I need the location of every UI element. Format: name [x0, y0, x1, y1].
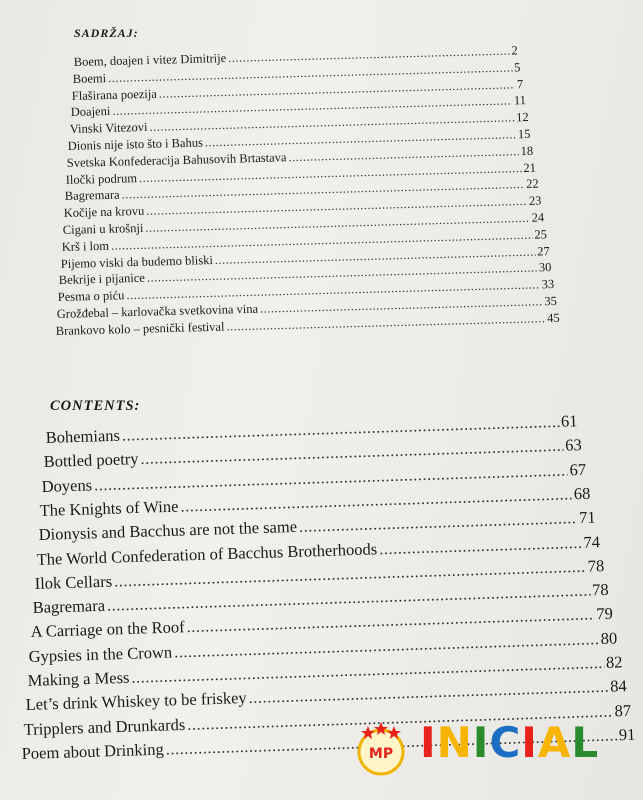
contents-entry-title: Let’s drink Whiskey to be friskey: [25, 688, 247, 715]
sadrzaj-entry-page: 15: [518, 126, 531, 142]
mp-badge-text: MP: [368, 746, 394, 762]
contents-entry-title: Bagremara: [32, 595, 106, 618]
sadrzaj-entry-page: 27: [536, 243, 550, 259]
sadrzaj-entry-title: Grožđebal – karlovačka svetkovina vina: [56, 301, 259, 322]
sadrzaj-entry-page: 33: [541, 277, 555, 292]
sadrzaj-entry-title: Iločki podrum: [65, 170, 138, 187]
sadrzaj-entry-page: 21: [523, 160, 537, 175]
inicial-brand-text: INICIAL: [420, 718, 600, 767]
mp-badge-icon: [354, 722, 408, 776]
sadrzaj-entry-page: 2: [511, 43, 518, 58]
sadrzaj-entry-page: 7: [516, 76, 524, 91]
contents-entry-leader: [379, 532, 582, 558]
contents-entry-leader: [298, 508, 577, 537]
sadrzaj-entry-title: Boemi: [72, 70, 107, 86]
sadrzaj-entry-page: 23: [528, 193, 542, 209]
sadrzaj-entry-title: Bekrije i pijanice: [58, 271, 146, 288]
contents-entry-page: 82: [605, 652, 623, 672]
sadrzaj-entry-page: 11: [513, 93, 526, 108]
contents-entry-title: Dionysis and Bacchus are not the same: [37, 517, 297, 545]
sadrzaj-entry-page: 35: [544, 293, 558, 309]
contents-entry-title: Poem about Drinking: [21, 739, 164, 763]
contents-entry-page: 87: [614, 700, 632, 721]
sadrzaj-entry-title: Pesma o piću: [57, 288, 125, 305]
sadrzaj-entry-page: 45: [546, 310, 560, 325]
sadrzaj-entry-title: Bagremara: [64, 187, 120, 204]
sadrzaj-entry-title: Kočije na krovu: [63, 204, 145, 221]
contents-entry-title: Bohemians: [45, 425, 121, 448]
sadrzaj-entry-title: Cigani u krošnji: [62, 220, 144, 238]
contents-entry-page: 84: [609, 676, 627, 696]
sadrzaj-entry-page: 18: [520, 143, 534, 158]
contents-entry-title: Doyens: [41, 475, 93, 496]
sadrzaj-entry-page: 25: [533, 227, 547, 242]
sadrzaj-entry-title: Pijemo viski da budemo bliski: [60, 252, 213, 271]
contents-entry-page: 80: [600, 628, 618, 648]
sadrzaj-entry-page: 12: [515, 110, 529, 125]
contents-entry-title: Bottled poetry: [43, 449, 139, 472]
contents-entry-title: Tripplers and Drunkards: [23, 714, 186, 739]
sadrzaj-entry-title: Doajeni: [70, 104, 111, 120]
sadrzaj-entry-title: Dionis nije isto što i Bahus: [67, 135, 204, 154]
sadrzaj-entry-title: Boem, doajen i vitez Dimitrije: [73, 51, 227, 70]
section-heading-contents: CONTENTS:: [50, 398, 141, 414]
contents-entry-page: 68: [573, 483, 592, 504]
contents-entry-page: 67: [569, 459, 587, 480]
contents-entry-title: A Carriage on the Roof: [30, 617, 186, 642]
contents-entry-title: The World Confederation of Bacchus Brotherhoods: [36, 538, 378, 569]
sadrzaj-entry-page: 30: [539, 260, 552, 275]
contents-entry-page: 74: [582, 531, 600, 552]
sadrzaj-entry-title: Brankovo kolo – pesnički festival: [55, 319, 225, 338]
contents-entry-page: 78: [591, 580, 609, 600]
contents-entry-page: 91: [618, 724, 636, 745]
contents-entry-page: 61: [560, 411, 578, 431]
sadrzaj-entry-page: 22: [525, 176, 539, 192]
sadrzaj-entry-title: Flaširana poezija: [71, 86, 157, 103]
section-heading-sadrzaj: SADRŽAJ:: [74, 26, 139, 40]
inicial-watermark-logo: [354, 712, 643, 792]
contents-entry-title: Ilok Cellars: [34, 571, 113, 593]
sadrzaj-entry-title: Krš i lom: [61, 238, 109, 254]
sadrzaj-entry-page: 5: [513, 60, 521, 75]
contents-entry-page: 78: [587, 555, 605, 576]
sadrzaj-entry-title: Vinski Vitezovi: [69, 120, 148, 137]
contents-entry-title: Gypsies in the Crown: [28, 642, 173, 666]
contents-entry-title: Making a Mess: [26, 667, 130, 691]
sadrzaj-entry-title: Svetska Konfederacija Bahusovih Brtastava: [66, 150, 287, 170]
contents-entry-page: 63: [565, 435, 583, 455]
contents-entry-page: 79: [596, 604, 614, 624]
sadrzaj-entry-page: 24: [531, 210, 545, 225]
contents-entry-page: 71: [578, 507, 596, 528]
contents-entry-title: The Knights of Wine: [39, 496, 180, 520]
